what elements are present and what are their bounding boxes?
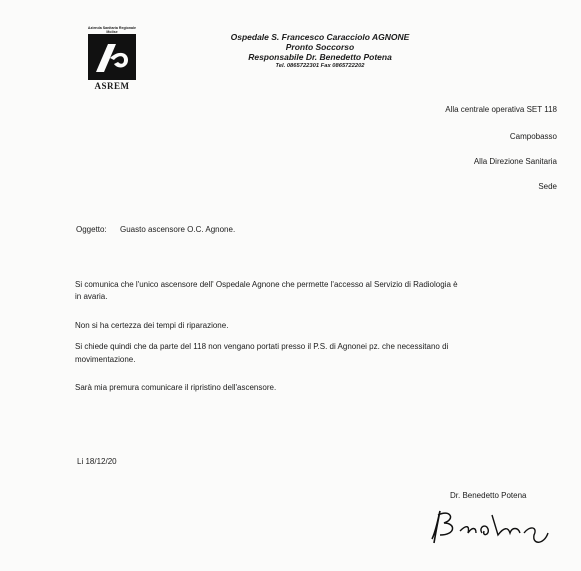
logo-name: ASREM — [94, 81, 130, 91]
hospital-name: Ospedale S. Francesco Caracciolo AGNONE — [230, 32, 410, 42]
asrem-logo-icon — [88, 34, 136, 80]
recipient-line: Alla centrale operativa SET 118 — [445, 105, 557, 114]
handwritten-signature — [426, 505, 556, 547]
letter-date: Li 18/12/20 — [77, 457, 117, 466]
logo-small-text: Azienda Sanitaria Regionale Molise — [87, 26, 137, 34]
paragraph-3-line-2: movimentazione. — [75, 355, 136, 364]
contact-numbers: Tel. 0865722301 Fax 0865722202 — [275, 63, 365, 69]
paragraph-3-line-1: Si chiede quindi che da parte del 118 non vengano portati presso il P.S. di Agnonei pz. che necessitano di — [75, 342, 449, 351]
subject-text: Guasto ascensore O.C. Agnone. — [120, 225, 236, 234]
signer-name: Dr. Benedetto Potena — [450, 491, 527, 500]
asrem-logo — [82, 26, 142, 90]
paragraph-1-line-2: in avaria. — [75, 292, 108, 301]
recipient-line: Sede — [538, 182, 557, 191]
recipient-line: Alla Direzione Sanitaria — [473, 157, 557, 166]
letterhead — [195, 32, 445, 70]
paragraph-4: Sarà mia premura comunicare il ripristino dell'ascensore. — [75, 383, 277, 392]
department: Pronto Soccorso — [285, 42, 355, 52]
paragraph-2: Non si ha certezza dei tempi di riparazione. — [75, 321, 229, 330]
subject-label: Oggetto: — [76, 225, 107, 234]
recipient-line: Campobasso — [509, 132, 557, 141]
responsible: Responsabile Dr. Benedetto Potena — [248, 52, 392, 62]
paragraph-1-line-1: Si comunica che l'unico ascensore dell' Ospedale Agnone che permette l'accesso al Servizio di Radiologia è — [75, 280, 458, 289]
